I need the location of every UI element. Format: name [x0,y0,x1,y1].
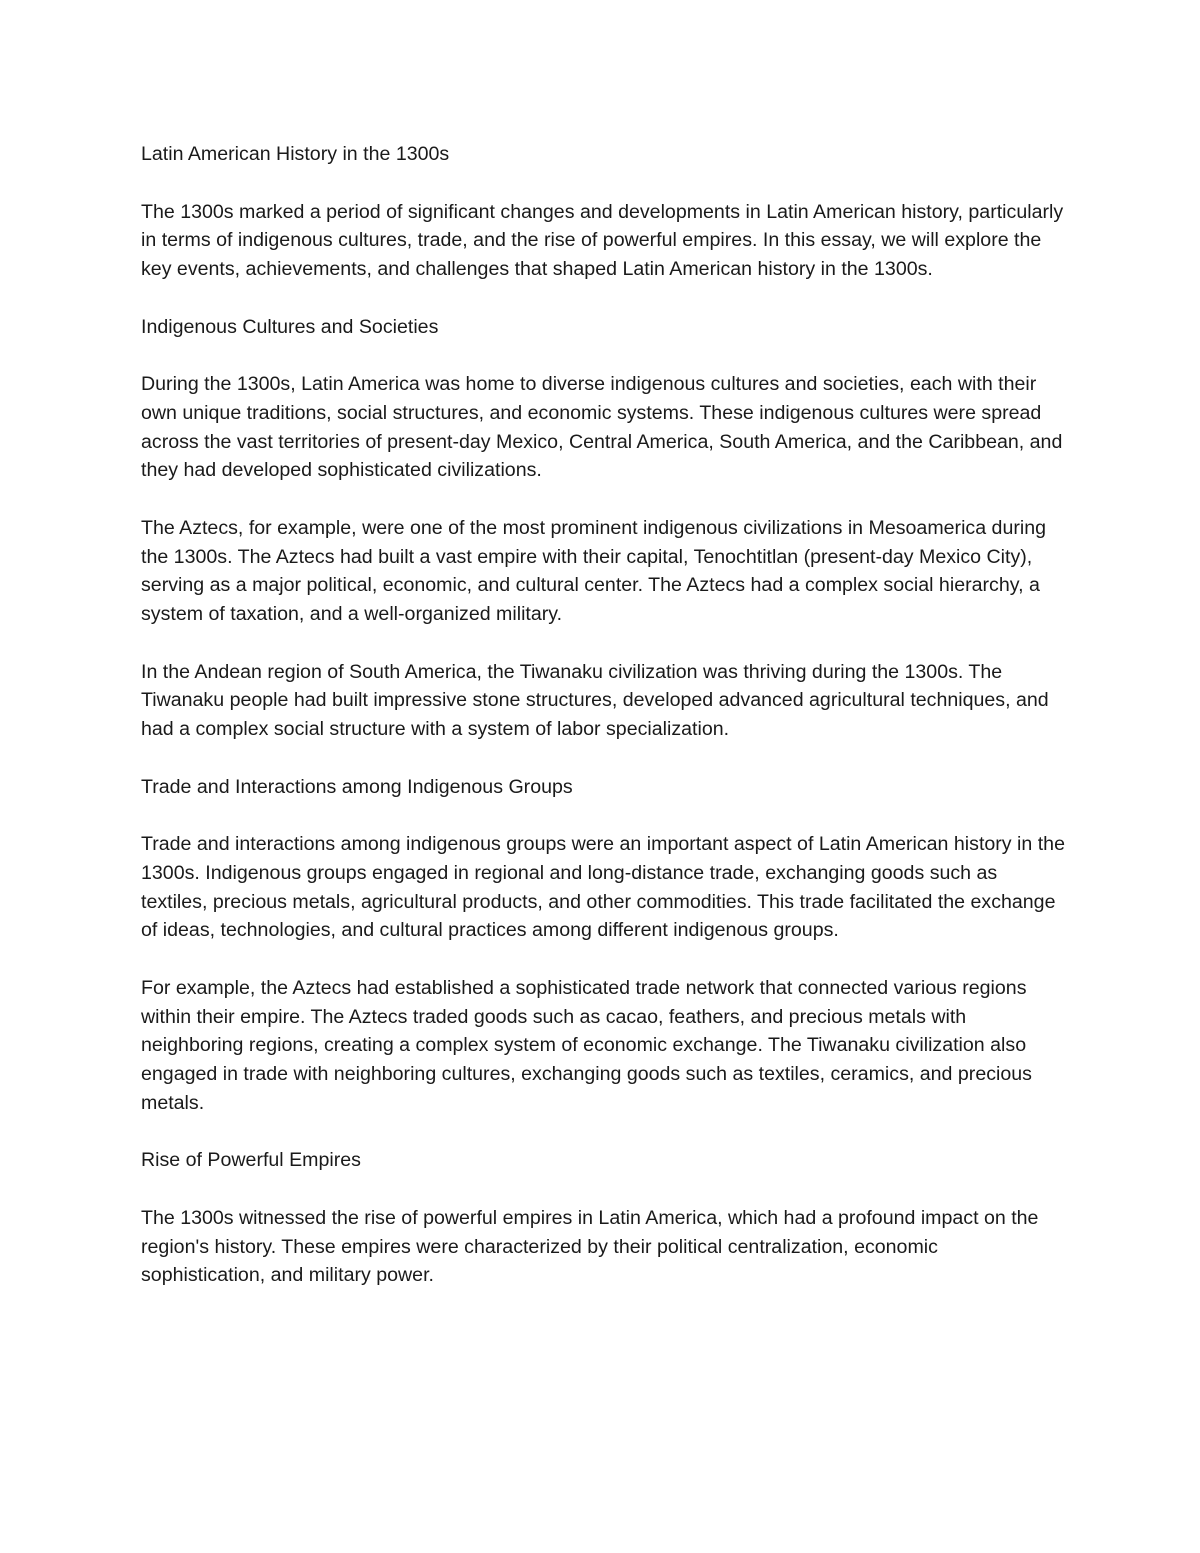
document-title: Latin American History in the 1300s [141,143,450,165]
section-heading-trade: Trade and Interactions among Indigenous Groups [141,775,573,798]
paragraph-empires-1: The 1300s witnessed the rise of powerful empires in Latin America, which had a profound impact on the region's history. These empires were characterized by their political centralization, economic sophistication, and military power. [141,1206,1039,1287]
paragraph-indigenous-cultures-1: During the 1300s, Latin America was home to diverse indigenous cultures and societies, each with their own unique traditions, social structures, and economic systems. These indigenous cultures were spread across the vast territories of present-day Mexico, Central America, South America, and the Caribbean, and they had developed sophisticated civilizations. [141,373,1063,482]
paragraph-aztecs: The Aztecs, for example, were one of the most prominent indigenous civilizations in Mesoamerica during the 1300s. The Aztecs had built a vast empire with their capital, Tenochtitlan (present-day Mexico City), serving as a major political, economic, and cultural center. The Aztecs had a complex social hierarchy, a system of taxation, and a well-organized military. [141,516,1047,625]
document-page [141,140,1066,1290]
intro-paragraph: The 1300s marked a period of significant changes and developments in Latin American history, particularly in terms of indigenous cultures, trade, and the rise of powerful empires. In this essay, we will explore the key events, achievements, and challenges that shaped Latin American history in the 1300s. [141,200,1064,280]
paragraph-trade-2: For example, the Aztecs had established a sophisticated trade network that connected various regions within their empire. The Aztecs traded goods such as cacao, feathers, and precious metals with neighboring regions, creating a complex system of economic exchange. The Tiwanaku civilization also engaged in trade with neighboring cultures, exchanging goods such as textiles, ceramics, and precious metals. [141,976,1032,1114]
section-heading-indigenous-cultures: Indigenous Cultures and Societies [141,315,439,338]
section-heading-empires: Rise of Powerful Empires [141,1149,361,1172]
paragraph-tiwanaku: In the Andean region of South America, the Tiwanaku civilization was thriving during the 1300s. The Tiwanaku people had built impressive stone structures, developed advanced agricultural techniques, and had a complex social structure with a system of labor specialization. [141,660,1049,740]
paragraph-trade-1: Trade and interactions among indigenous groups were an important aspect of Latin American history in the 1300s. Indigenous groups engaged in regional and long-distance trade, exchanging goods such as textiles, precious metals, agricultural products, and other commodities. This trade facilitated the exchange of ideas, technologies, and cultural practices among different indigenous groups. [141,833,1065,942]
